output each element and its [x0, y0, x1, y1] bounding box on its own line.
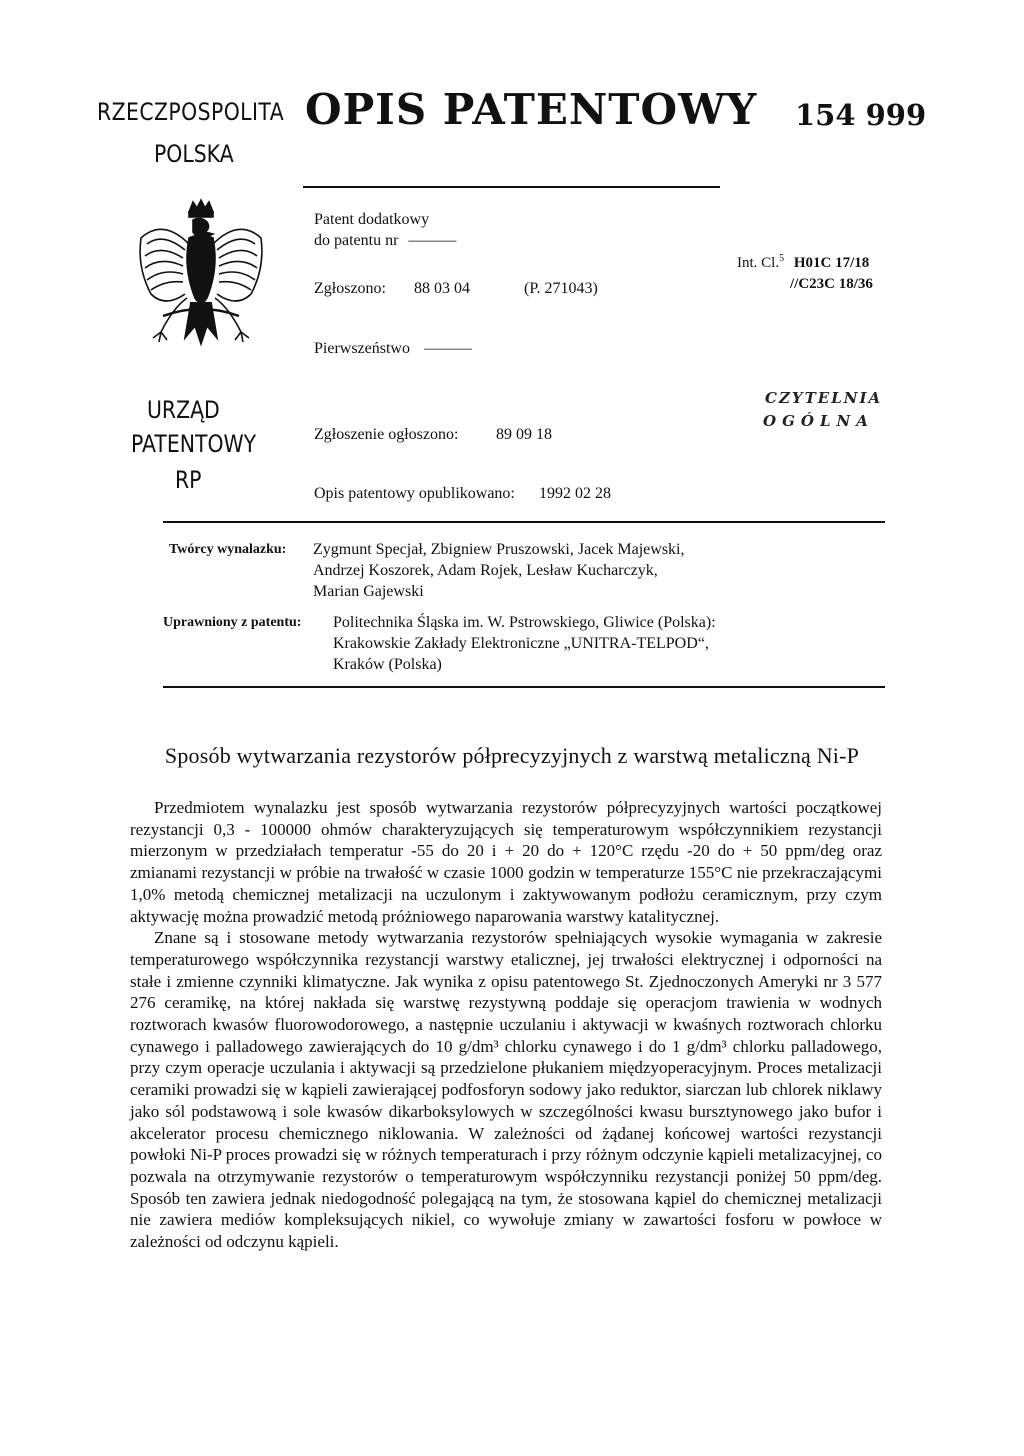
inventors-line: Marian Gajewski: [313, 583, 424, 600]
priority-field: [314, 340, 472, 358]
holder-line: Krakowskie Zakłady Elektroniczne „UNITRA-TELPOD“,: [333, 635, 709, 652]
published-label: Opis patentowy opublikowano:: [314, 485, 515, 502]
inventors-list: [313, 539, 685, 602]
description-paragraph: Przedmiotem wynalazku jest sposób wytwarzania rezystorów półprecyzyjnych wartości początkowej rezystancji 0,3 - 100000 ohmów charakteryzujących się temperaturowym współczynnikiem rezystancji mierzonym w przedziałach temperatur -55 do 20 i + 20 do + 120°C rzędu -20 do + 50 ppm/deg oraz zmianami rezystancji w próbie na trwałość w czasie 1000 godzin w temperaturze 155°C nie przekraczającymi 1,0% metodą chemicznej metalizacji na uczulonym i zaktywowanym podłożu ceramicznym, przy czym aktywację można prowadzić metodą próżniowego naparowania warstwy katalitycznej.: [130, 798, 882, 926]
holder-line: Kraków (Polska): [333, 656, 442, 673]
inventors-line: Andrzej Koszorek, Adam Rojek, Lesław Kucharczyk,: [313, 562, 658, 579]
office-name-line3: RP: [175, 466, 202, 494]
application-number: (P. 271043): [524, 280, 598, 297]
holder-line: Politechnika Śląska im. W. Pstrowskiego, Gliwice (Polska):: [333, 614, 716, 631]
section-rule-lower: [163, 686, 885, 688]
patent-holder-label: Uprawniony z patentu:: [163, 615, 302, 630]
classification-prefix: Int. Cl.: [737, 255, 780, 271]
to-patent-value: ———: [408, 232, 457, 249]
library-stamp-line1: CZYTELNIA: [765, 389, 883, 407]
filed-date: 88 03 04: [414, 280, 470, 297]
classification-superscript: 5: [779, 253, 785, 264]
country-name-line1: RZECZPOSPOLITA: [97, 98, 285, 126]
to-patent-field: [314, 232, 456, 250]
office-name-line1: URZĄD: [147, 396, 220, 424]
inventors-line: Zygmunt Specjał, Zbigniew Pruszowski, Jacek Majewski,: [313, 541, 685, 558]
to-patent-label: do patentu nr: [314, 232, 399, 249]
section-rule-upper: [163, 521, 885, 523]
office-name-line2: PATENTOWY: [131, 430, 257, 458]
library-stamp-line2: OGÓLNA: [763, 412, 874, 430]
classification-secondary-code: //C23C 18/36: [790, 276, 873, 292]
published-date: 1992 02 28: [539, 485, 611, 502]
classification-primary-code: H01C 17/18: [793, 255, 870, 271]
priority-value: ———: [423, 340, 472, 357]
classification-primary: [737, 253, 869, 272]
announced-date: 89 09 18: [496, 426, 552, 443]
priority-label: Pierwszeństwo: [314, 340, 410, 357]
header-rule: [303, 186, 720, 188]
additional-patent-label: Patent dodatkowy: [314, 211, 430, 228]
patent-holder-list: [333, 612, 716, 675]
inventors-label: Twórcy wynalazku:: [169, 542, 287, 557]
description-paragraph: Znane są i stosowane metody wytwarzania rezystorów spełniających wysokie wymagania w zakresie temperaturowego współczynnika rezystancji warstwy etalicznej, jej trwałości elektrycznej i odporności na stałe i zmienne czynniki klimatyczne. Jak wynika z opisu patentowego St. Zjednoczonych Ameryki nr 3 577 276 ceramikę, na której nakłada się warstwę rezystywną poddaje się operacjom trawienia w wodnych roztworach kwasów fluorowodorowego, a następnie uczulaniu i aktywacji w kwaśnych roztworach chlorku cynawego i palladowego zawierających do 10 g/dm³ chlorku cynawego i do 1 g/dm³ chlorku palladowego, przy czym operacje uczulania i aktywacji są przedzielone płukaniem międzyoperacyjnym. Proces metalizacji ceramiki prowadzi się w kąpieli zawierającej podfosforyn sodowy jako reduktor, siarczan lub chlorek niklawy jako sól podstawową i sole kwasów dikarboksylowych w szczególności kwasu bursztynowego jako bufor i akcelerator procesu chemicznego niklowania. W zależności od żądanej końcowej wartości rezystancji powłoki Ni-P proces prowadzi się w różnych temperaturach i przy różnym odczynie kąpieli metalizacyjnej, co pozwala na otrzymywanie rezystorów o temperaturowym współczynniku rezystancji poniżej 50 ppm/deg. Sposób ten zawiera jednak niedogodność polegającą na tym, że stosowana kąpiel do chemicznej metalizacji nie zawiera mediów kompleksujących nikiel, co wywołuje zmiany w zawartości fosforu w powłoce w zależności od odczynu kąpieli.: [130, 928, 882, 1252]
invention-title: Sposób wytwarzania rezystorów półprecyzyjnych z warstwą metaliczną Ni-P: [164, 743, 860, 768]
announced-label: Zgłoszenie ogłoszono:: [314, 426, 459, 443]
patent-number: 154 999: [795, 98, 927, 132]
polish-eagle-emblem-icon: [133, 198, 269, 364]
document-title: OPIS PATENTOWY: [305, 85, 758, 134]
country-name-line2: POLSKA: [154, 140, 234, 168]
description-body: [130, 797, 882, 1253]
classification-secondary: [790, 276, 873, 293]
filed-label: Zgłoszono:: [314, 280, 386, 297]
